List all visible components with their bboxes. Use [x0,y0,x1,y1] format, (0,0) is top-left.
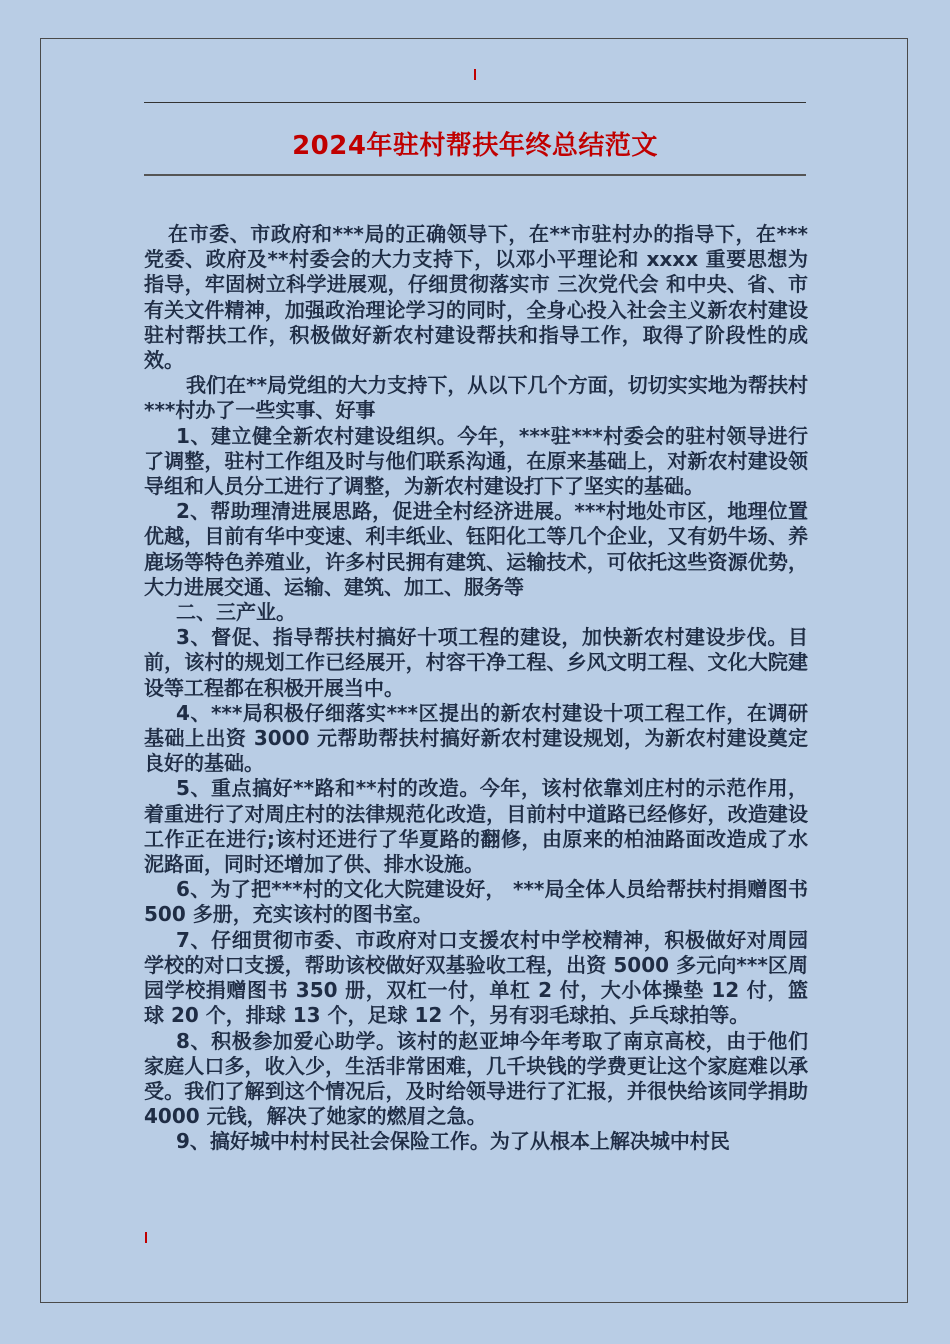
title-underline [144,174,806,176]
document-body [144,222,808,1155]
paragraph-item-9: 9、搞好城中村村民社会保险工作。为了从根本上解决城中村民 [176,1129,730,1154]
paragraph-item-4: 4、***局积极仔细落实***区提出的新农村建设十项工程工作，在调研基础上出资 3000 元帮助帮扶村搞好新农村建设规划，为新农村建设奠定良好的基础。 [144,700,808,776]
paragraph-item-2-continued: 二、三产业。 [176,600,296,625]
paragraph-item-5: 5、重点搞好**路和**村的改造。今年，该村依靠刘庄村的示范作用，着重进行了对周庄村的法律规范化改造，目前村中道路已经修好，改造建设工作正在进行;该村还进行了华夏路的翻修，由原来的柏油路面改造成了水泥路面，同时还增加了供、排水设施。 [144,776,808,877]
paragraph-item-6: 6、为了把***村的文化大院建设好， ***局全体人员给帮扶村捐赠图书 500 多册，充实该村的图书室。 [144,877,808,927]
paragraph-intro: 在市委、市政府和***局的正确领导下，在**市驻村办的指导下，在***党委、政府及**村委会的大力支持下，以邓小平理论和 xxxx 重要思想为指导，牢固树立科学进展观，仔细贯彻落实市 三次党代会 和中央、省、市有关文件精神，加强政治理论学习的同时，全身心投入社会主义新农村建设驻村帮扶工作，积极做好新农村建设帮扶和指导工作，取得了阶段性的成效。 [144,222,808,373]
paragraph-item-2: 2、帮助理清进展思路，促进全村经济进展。***村地处市区，地理位置优越，目前有华中变速、利丰纸业、钰阳化工等几个企业，又有奶牛场、养鹿场等特色养殖业，许多村民拥有建筑、运输技术，可依托这些资源优势，大力进展交通、运输、建筑、加工、服务等 [144,499,808,599]
document-title: 2024年驻村帮扶年终总结范文 [292,131,658,161]
header-margin-mark [474,69,476,80]
paragraph-lead: 我们在**局党组的大力支持下，从以下几个方面，切切实实地为帮扶村***村办了一些实事、好事 [144,373,808,423]
paragraph-item-3: 3、督促、指导帮扶村搞好十项工程的建设，加快新农村建设步伐。目前，该村的规划工作已经展开，村容干净工程、乡风文明工程、文化大院建设等工程都在积极开展当中。 [144,625,808,700]
paragraph-item-7: 7、仔细贯彻市委、市政府对口支援农村中学校精神，积极做好对周园学校的对口支援，帮助该校做好双基验收工程，出资 5000 多元向***区周园学校捐赠图书 350 册，双杠一付，单杠 2 付，大小体操垫 12 付，篮球 20 个，排球 13 个，足球 12 个，另有羽毛球拍、乒乓球拍等。 [144,927,808,1028]
footer-margin-mark [145,1232,147,1243]
header-rule [144,102,806,103]
paragraph-item-8: 8、积极参加爱心助学。该村的赵亚坤今年考取了南京高校，由于他们家庭人口多，收入少，生活非常困难，几千块钱的学费更让这个家庭难以承受。我们了解到这个情况后，及时给领导进行了汇报，并很快给该同学捐助 4000 元钱，解决了她家的燃眉之急。 [144,1028,808,1129]
paragraph-item-1: 1、建立健全新农村建设组织。今年，***驻***村委会的驻村领导进行了调整，驻村工作组及时与他们联系沟通，在原来基础上，对新农村建设领导组和人员分工进行了调整，为新农村建设打下了坚实的基础。 [144,423,808,499]
